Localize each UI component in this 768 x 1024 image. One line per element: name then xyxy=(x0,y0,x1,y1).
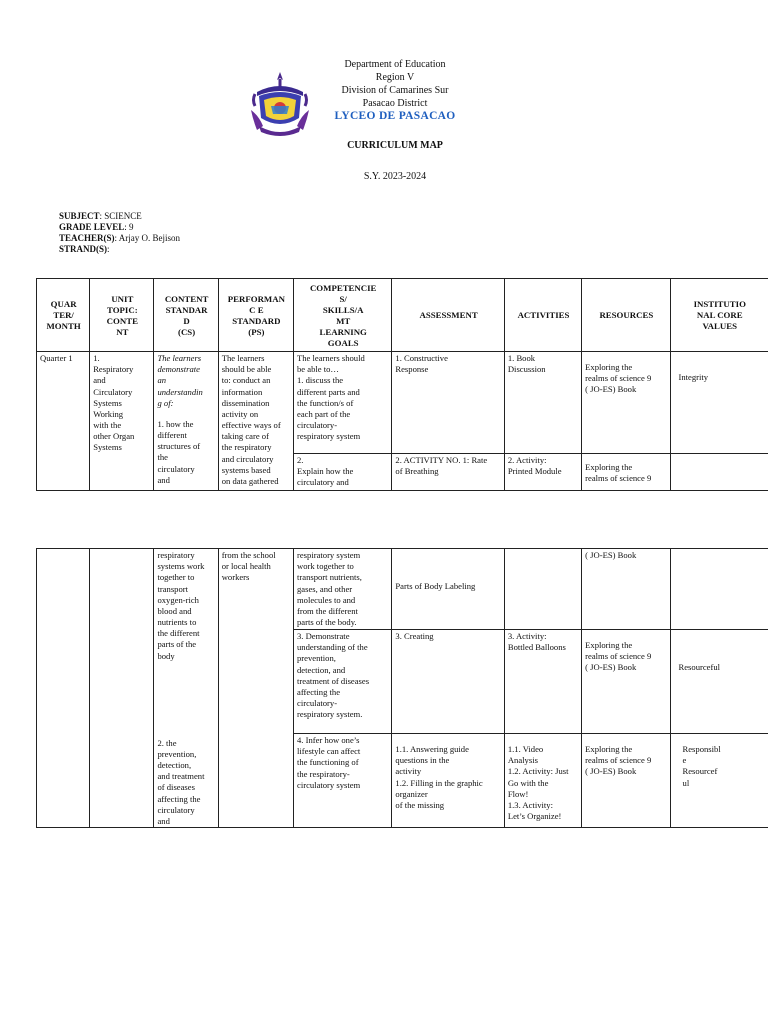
header-department: Department of Education xyxy=(344,59,446,70)
school-year: S.Y. 2023-2024 xyxy=(363,171,427,182)
subject-line: SUBJECT: SCIENCE xyxy=(59,211,142,221)
competency-cell: 2. Explain how the circulatory and xyxy=(294,454,392,491)
core-value-cell: Responsibl e Resourcef ul xyxy=(670,734,768,828)
col-header-activities: ACTIVITIES xyxy=(504,279,581,352)
content-standard-item-2: 2. the prevention, detection, and treatment of diseases affecting the circulatory and xyxy=(157,737,205,826)
col-header-assessment: ASSESSMENT xyxy=(392,279,504,352)
core-value-cell: Integrity xyxy=(670,352,768,454)
resource-cell: Exploring the realms of science 9 ( JO-ES) Book xyxy=(582,734,670,828)
resource-cell: ( JO-ES) Book xyxy=(582,549,670,630)
activity-cell: 1.1. Video Analysis 1.2. Activity: Just Go with the Flow! 1.3. Activity: Let’s Organize! xyxy=(504,734,581,828)
content-standard-cell-continued xyxy=(154,549,218,828)
col-header-competencies: COMPETENCIE S/ SKILLS/A MT LEARNING GOALS xyxy=(294,279,392,352)
activity-cell: 3. Activity: Bottled Balloons xyxy=(504,630,581,734)
performance-standard-cell: The learners should be able to: conduct an information dissemination activity on effective ways of taking care of the respiratory and circulatory systems based on data gathered xyxy=(218,352,293,491)
unit-topic-cell-continued xyxy=(90,549,154,828)
quarter-cell-continued xyxy=(37,549,90,828)
assessment-cell: 2. ACTIVITY NO. 1: Rate of Breathing xyxy=(392,454,504,491)
assessment-cell: 3. Creating xyxy=(392,630,504,734)
assessment-cell: 1.1. Answering guide questions in the activity 1.2. Filling in the graphic organizer of the missing xyxy=(392,734,504,828)
content-standard-intro: The learners demonstrate an understandin g of: xyxy=(157,353,203,408)
content-standard-cell xyxy=(154,352,218,491)
document-title: CURRICULUM MAP xyxy=(347,140,443,151)
core-value-cell xyxy=(670,454,768,491)
strand-line: STRAND(S): xyxy=(59,244,110,254)
document-header xyxy=(300,58,490,123)
resource-cell: Exploring the realms of science 9 ( JO-ES) Book xyxy=(582,352,670,454)
activity-cell xyxy=(504,549,581,630)
content-standard-continued-text: respiratory systems work together to transport oxygen-rich blood and nutrients to the different parts of the body xyxy=(157,550,205,661)
core-value-cell xyxy=(670,549,768,630)
header-district: Pasacao District xyxy=(362,98,428,109)
competency-cell: respiratory system work together to transport nutrients, gases, and other molecules to and from the different parts of the body. xyxy=(294,549,392,630)
competency-cell: The learners should be able to… 1. discuss the different parts and the function/s of each part of the circulatory- respiratory system xyxy=(294,352,392,454)
teacher-line: TEACHER(S): Arjay O. Bejison xyxy=(59,233,181,243)
col-header-content-standard: CONTENT STANDAR D (CS) xyxy=(154,279,218,352)
assessment-cell: 1. Constructive Response xyxy=(392,352,504,454)
content-standard-item: 1. how the different structures of the circulatory and xyxy=(157,418,201,485)
quarter-cell: Quarter 1 xyxy=(37,352,90,491)
header-school-name: LYCEO DE PASACAO xyxy=(334,110,456,122)
header-division: Division of Camarines Sur xyxy=(341,85,449,96)
assessment-cell: Parts of Body Labeling xyxy=(392,549,504,630)
document-info xyxy=(59,211,180,255)
col-header-core-values: INSTITUTIO NAL CORE VALUES xyxy=(670,279,768,352)
grade-line: GRADE LEVEL: 9 xyxy=(59,222,134,232)
activity-cell: 2. Activity: Printed Module xyxy=(504,454,581,491)
competency-cell: 4. Infer how one’s lifestyle can affect the functioning of the respiratory- circulatory system xyxy=(294,734,392,828)
activity-cell: 1. Book Discussion xyxy=(504,352,581,454)
performance-standard-cell-continued: from the school or local health workers xyxy=(218,549,293,828)
resource-cell: Exploring the realms of science 9 ( JO-ES) Book xyxy=(582,630,670,734)
col-header-resources: RESOURCES xyxy=(582,279,670,352)
col-header-performance-standard: PERFORMAN C E STANDARD (PS) xyxy=(218,279,293,352)
curriculum-table-page2 xyxy=(36,548,768,828)
core-value-cell: Resourceful xyxy=(670,630,768,734)
curriculum-table-page1 xyxy=(36,278,768,491)
resource-cell: Exploring the realms of science 9 xyxy=(582,454,670,491)
competency-cell: 3. Demonstrate understanding of the prevention, detection, and treatment of diseases affecting the circulatory- respiratory system. xyxy=(294,630,392,734)
header-region: Region V xyxy=(375,72,415,83)
unit-topic-cell: 1. Respiratory and Circulatory Systems Working with the other Organ Systems xyxy=(90,352,154,491)
col-header-unit: UNIT TOPIC: CONTE NT xyxy=(90,279,154,352)
col-header-quarter: QUAR TER/ MONTH xyxy=(37,279,90,352)
